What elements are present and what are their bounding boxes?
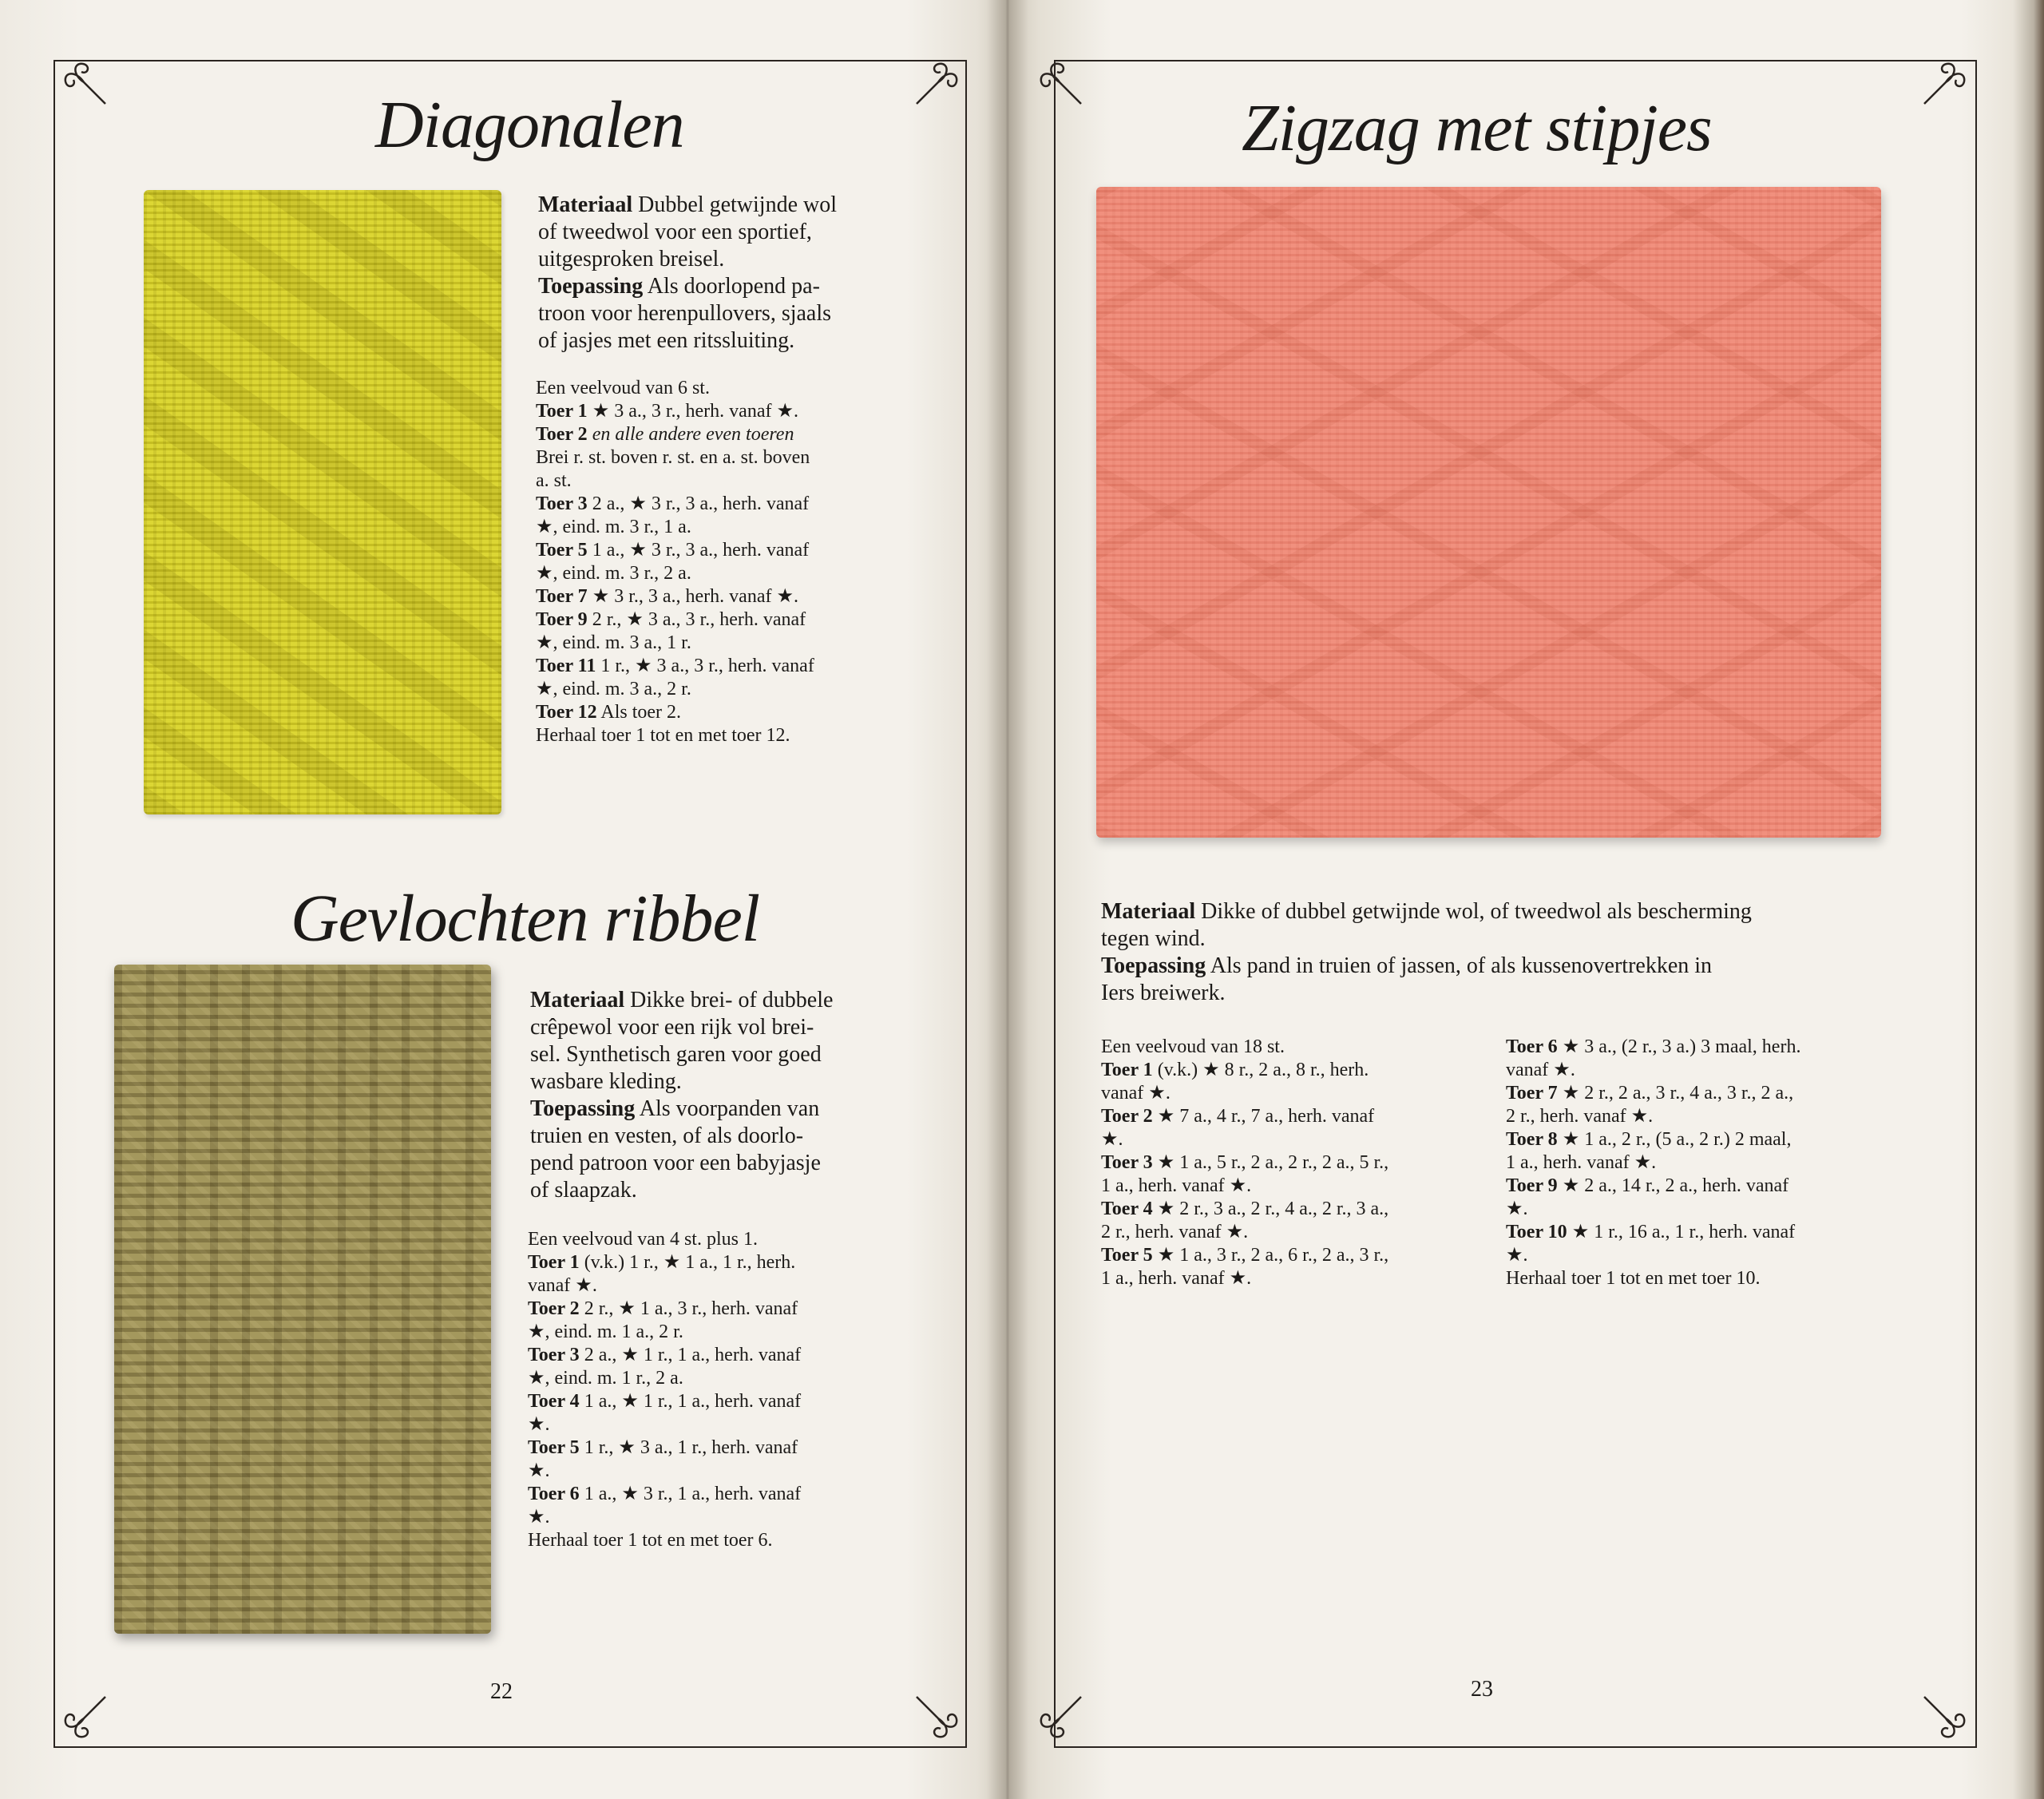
row-item: Toer 2 en alle andere even toeren [536,424,794,445]
row-item: Toer 9 2 r., ★ 3 a., 3 r., herh. vanaf [536,609,806,630]
row-item: Toer 7 ★ 2 r., 2 a., 3 r., 4 a., 3 r., 2 a., [1506,1083,1794,1104]
row-item: Toer 2 2 r., ★ 1 a., 3 r., herh. vanaf [528,1298,798,1319]
row-item: Toer 1 (v.k.) 1 r., ★ 1 a., 1 r., herh. [528,1252,796,1273]
row-item: Toer 2 ★ 7 a., 4 r., 7 a., herh. vanaf [1101,1106,1375,1127]
ornament-bottom-left-icon [1032,1690,1087,1746]
page-number-right: 23 [1471,1677,1493,1702]
diagonalen-instructions: Een veelvoud van 6 st. Toer 1 ★ 3 a., 3 r., herh. vanaf ★. Toer 2 en alle andere even toeren Brei r. st. boven r. st. en a. st. boven a. st. Toer 3 2 a., ★ 3 r., 3 a., herh. vanaf ★, eind. m. 3 r., 1 a. Toer 5 1 a., ★ 3 r., 3 a., herh. vanaf ★, eind. m. 3 r., 2 a. Toer 7 ★ 3 r., 3 a., herh. vanaf ★. Toer 9 2 r., ★ 3 a., 3 r., herh. vanaf ★, eind. m. 3 a., 1 r. Toer 11 1 r., ★ 3 a., 3 r., herh. vanaf ★, eind. m. 3 a., 2 r. Toer 12 Als toer 2. Herhaal toer 1 tot en met toer 12. [536,377,919,747]
row-item: Toer 4 ★ 2 r., 3 a., 2 r., 4 a., 2 r., 3 a., [1101,1199,1389,1219]
row-item: Toer 5 1 r., ★ 3 a., 1 r., herh. vanaf [528,1437,798,1458]
knit-swatch-yellow [144,190,501,814]
zigzag-instructions-col2: Toer 6 ★ 3 a., (2 r., 3 a.) 3 maal, herh. vanaf ★. Toer 7 ★ 2 r., 2 a., 3 r., 4 a., 3 r., 2 a., 2 r., herh. vanaf ★. Toer 8 ★ 1 a., 2 r., (5 a., 2 r.) 2 maal, 1 a., herh. vanaf ★. Toer 9 ★ 2 a., 14 r., 2 a., herh. vanaf ★. Toer 10 ★ 1 r., 16 a., 1 r., herh. vanaf ★. Herhaal toer 1 tot en met toer 10. [1506,1036,1889,1290]
row-item: Toer 9 ★ 2 a., 14 r., 2 a., herh. vanaf [1506,1175,1789,1196]
row-item: Toer 4 1 a., ★ 1 r., 1 a., herh. vanaf [528,1391,802,1412]
row-item: Toer 11 1 r., ★ 3 a., 3 r., herh. vanaf [536,656,814,676]
section-title-zigzag: Zigzag met stipjes [1242,91,1712,165]
knit-swatch-coral [1096,187,1881,838]
zigzag-instructions-col1: Een veelvoud van 18 st. Toer 1 (v.k.) ★ 8 r., 2 a., 8 r., herh. vanaf ★. Toer 2 ★ 7 a., 4 r., 7 a., herh. vanaf ★. Toer 3 ★ 1 a., 5 r., 2 a., 2 r., 2 a., 5 r., 1 a., herh. vanaf ★. Toer 4 ★ 2 r., 3 a., 2 r., 4 a., 2 r., 3 a., 2 r., herh. vanaf ★. Toer 5 ★ 1 a., 3 r., 2 a., 6 r., 2 a., 3 r., 1 a., herh. vanaf ★. [1101,1036,1484,1290]
ornament-top-left-icon [1032,54,1087,110]
ornament-top-left-icon [56,54,112,110]
ornament-top-right-icon [1918,54,1974,110]
row-item: Toer 12 Als toer 2. [536,702,682,723]
toepassing-label: Toepassing [530,1096,636,1121]
materiaal-label: Materiaal [538,192,633,217]
materiaal-label: Materiaal [1101,899,1196,924]
zigzag-description: Materiaal Dikke of dubbel getwijnde wol, of tweedwol als bescherming tegen wind. Toepassing Als pand in truien of jassen, of als kussenovertrekken in Iers breiwerk. [1101,899,1752,1005]
row-item: Toer 8 ★ 1 a., 2 r., (5 a., 2 r.) 2 maal, [1506,1129,1792,1150]
row-item: Toer 1 (v.k.) ★ 8 r., 2 a., 8 r., herh. [1101,1060,1369,1080]
row-item: Toer 5 ★ 1 a., 3 r., 2 a., 6 r., 2 a., 3 r., [1101,1245,1389,1266]
ornament-bottom-left-icon [56,1690,112,1746]
ornament-top-right-icon [910,54,966,110]
page-number-left: 22 [490,1679,513,1704]
toepassing-label: Toepassing [1101,953,1206,978]
toepassing-label: Toepassing [538,274,644,299]
book-spine [987,0,1028,1799]
materiaal-label: Materiaal [530,988,625,1012]
row-item: Toer 6 ★ 3 a., (2 r., 3 a.) 3 maal, herh. [1506,1036,1801,1057]
ornament-bottom-right-icon [910,1690,966,1746]
section-title-gevlochten-ribbel: Gevlochten ribbel [291,882,760,956]
row-item: Toer 1 ★ 3 a., 3 r., herh. vanaf ★. [536,401,798,422]
row-item: Toer 3 2 a., ★ 1 r., 1 a., herh. vanaf [528,1345,802,1365]
diagonalen-description: Materiaal Dubbel getwijnde wol of tweedwol voor een sportief, uitgesproken breisel. Toepassing Als doorlopend pa- troon voor herenpullovers, sjaals of jasjes met een ritssluiting. [538,192,838,353]
row-item: Toer 3 2 a., ★ 3 r., 3 a., herh. vanaf [536,493,810,514]
row-item: Toer 5 1 a., ★ 3 r., 3 a., herh. vanaf [536,540,810,561]
gevlochten-instructions: Een veelvoud van 4 st. plus 1. Toer 1 (v.k.) 1 r., ★ 1 a., 1 r., herh. vanaf ★. Toer 2 2 r., ★ 1 a., 3 r., herh. vanaf ★, eind. m. 1 a., 2 r. Toer 3 2 a., ★ 1 r., 1 a., herh. vanaf ★, eind. m. 1 r., 2 a. Toer 4 1 a., ★ 1 r., 1 a., herh. vanaf ★. Toer 5 1 r., ★ 3 a., 1 r., herh. vanaf ★. Toer 6 1 a., ★ 3 r., 1 a., herh. vanaf ★. Herhaal toer 1 tot en met toer 6. [528,1228,911,1552]
knit-swatch-olive [114,965,491,1634]
row-item: Toer 7 ★ 3 r., 3 a., herh. vanaf ★. [536,586,798,607]
ornament-bottom-right-icon [1918,1690,1974,1746]
row-item: Toer 6 1 a., ★ 3 r., 1 a., herh. vanaf [528,1484,802,1504]
gevlochten-description: Materiaal Dikke brei- of dubbele crêpewol voor een rijk vol brei- sel. Synthetisch garen voor goed wasbare kleding. Toepassing Als voorpanden van truien en vesten, of als doorlo- pend patroon voor een babyjasje of slaapzak. [530,988,834,1203]
row-item: Toer 10 ★ 1 r., 16 a., 1 r., herh. vanaf [1506,1222,1796,1242]
section-title-diagonalen: Diagonalen [375,88,684,162]
row-item: Toer 3 ★ 1 a., 5 r., 2 a., 2 r., 2 a., 5 r., [1101,1152,1389,1173]
